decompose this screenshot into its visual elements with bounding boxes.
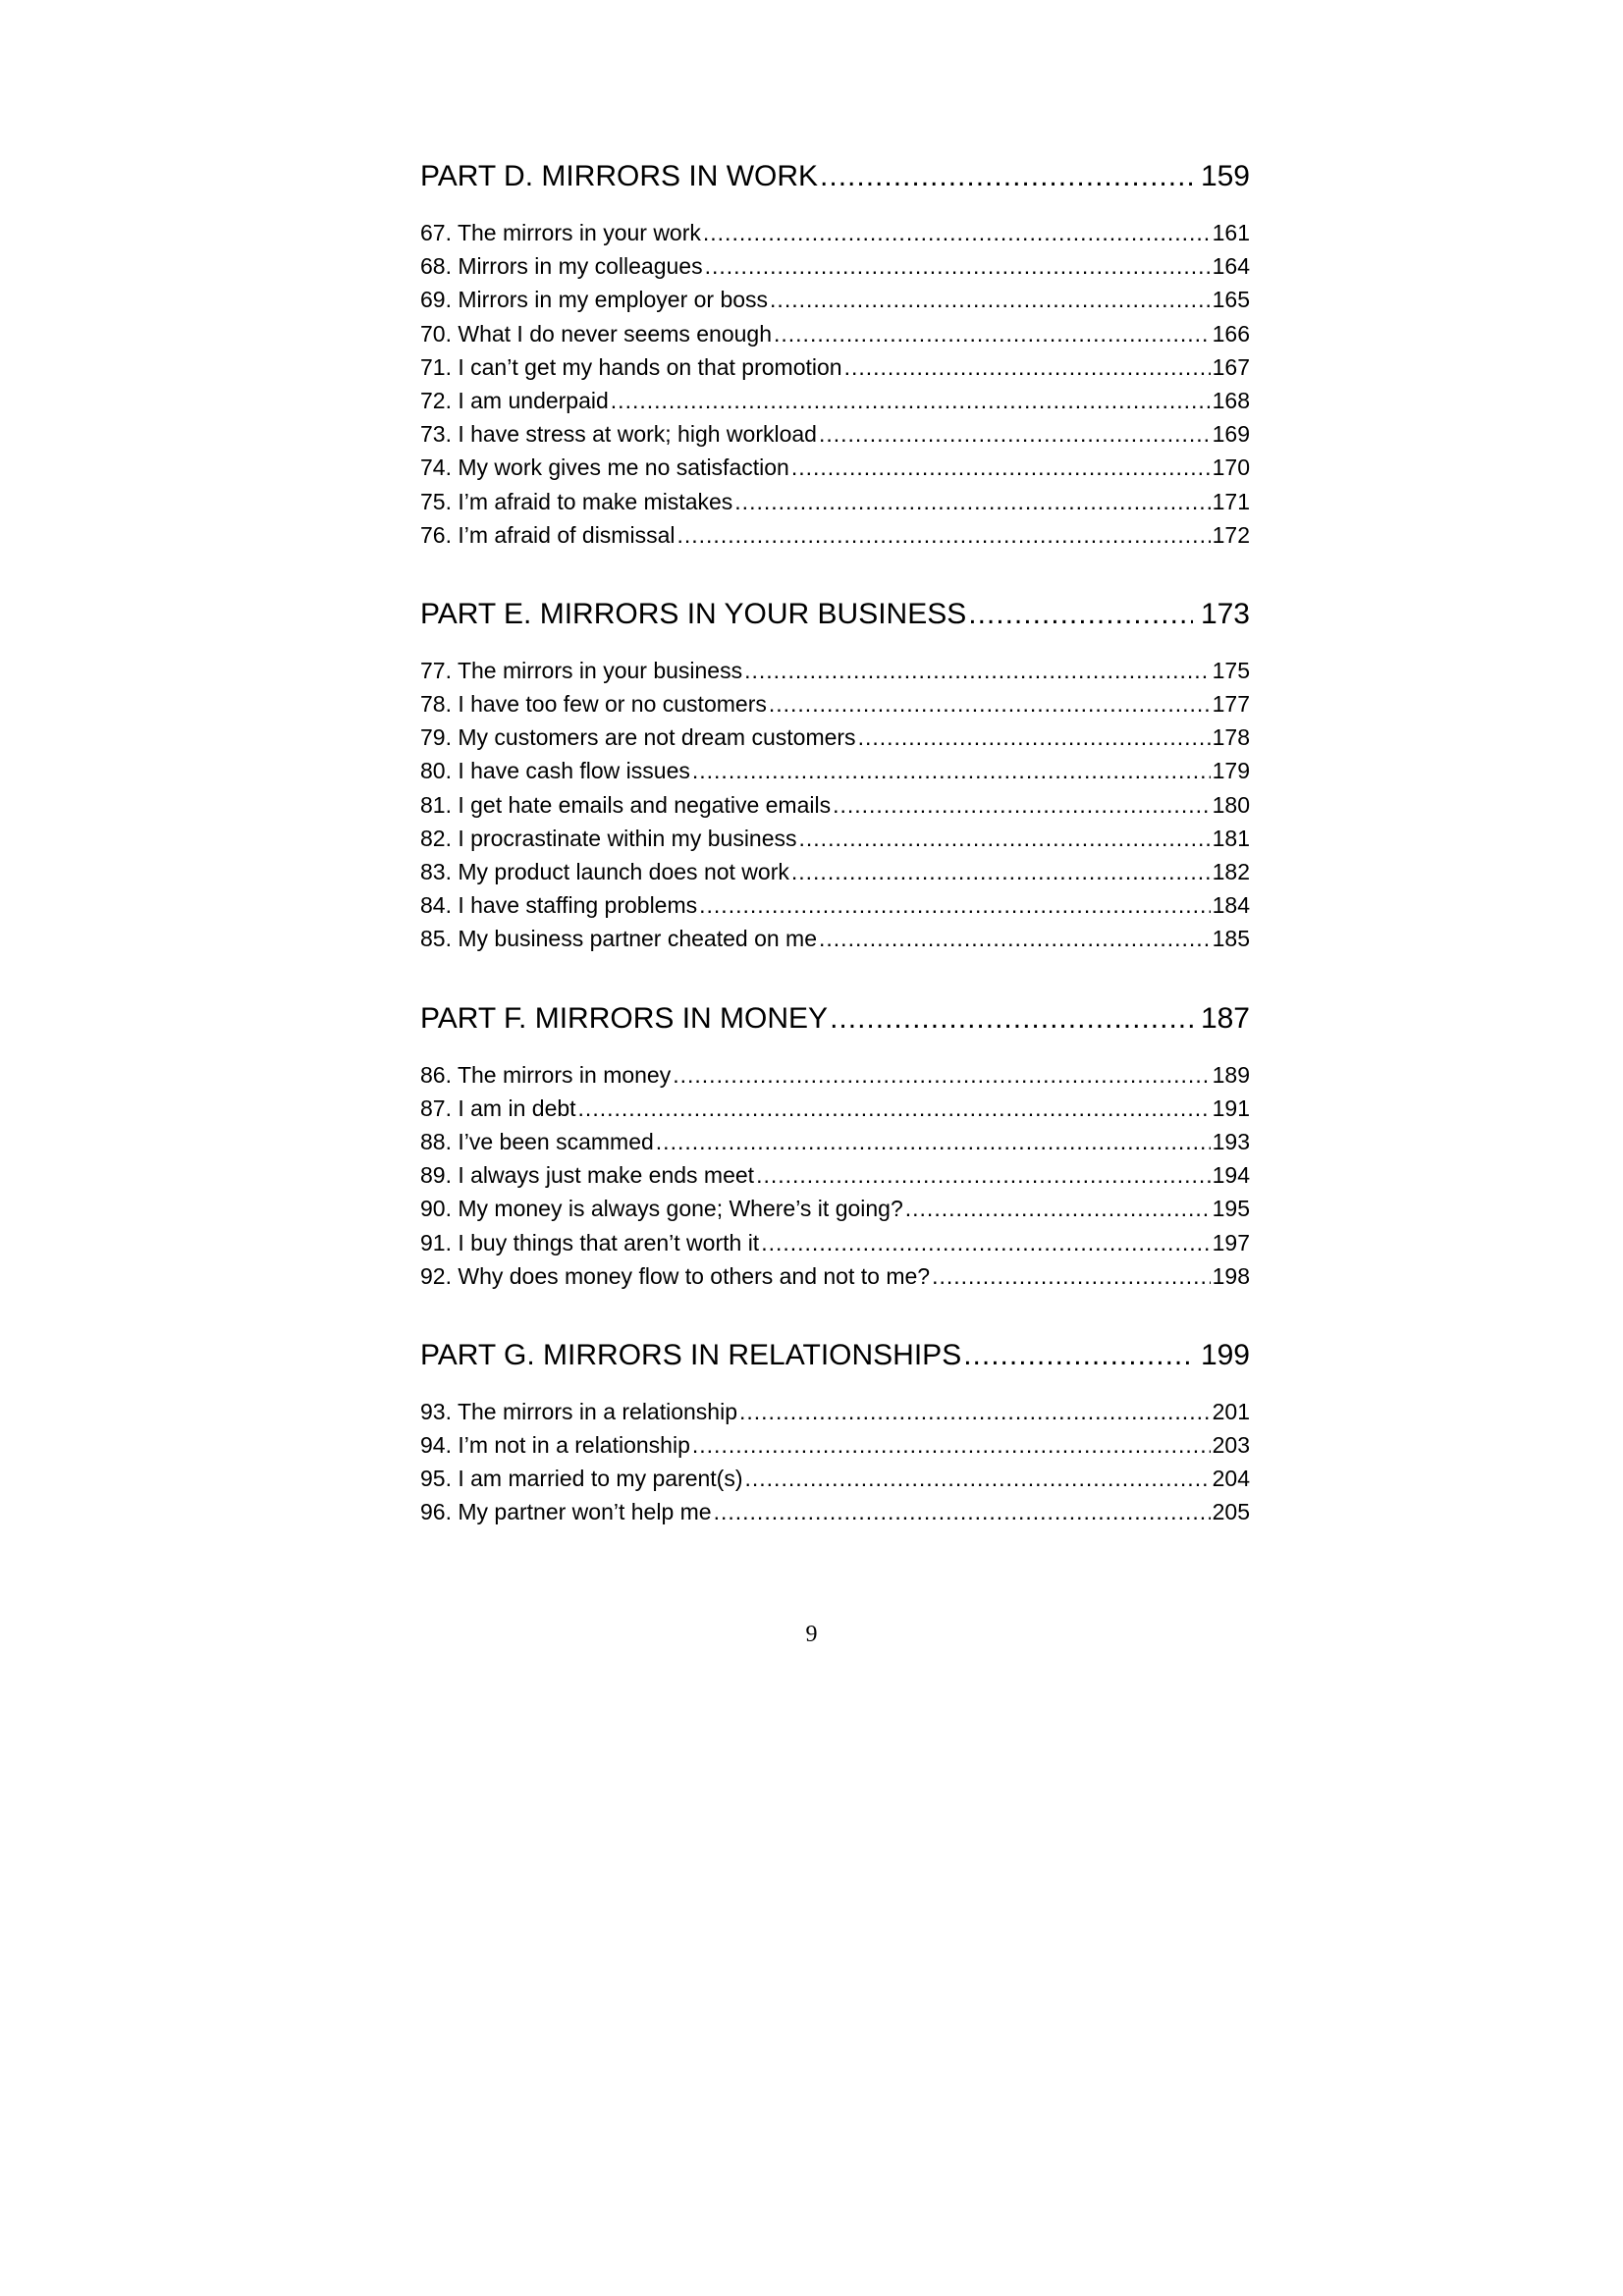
entry-title: 86. The mirrors in money [420, 1061, 672, 1088]
part-title: PART G. MIRRORS IN RELATIONSHIPS [420, 1338, 962, 1371]
dot-leader [774, 317, 1211, 350]
entry-page-number: 177 [1212, 691, 1250, 718]
entry-page-number: 195 [1212, 1196, 1250, 1222]
entry-page-number: 180 [1212, 791, 1250, 818]
dot-leader [744, 654, 1211, 687]
entry-title: 88. I’ve been scammed [420, 1128, 654, 1154]
entry-title: 95. I am married to my parent(s) [420, 1466, 743, 1492]
table-of-contents [420, 149, 1250, 1529]
entry-page-number: 171 [1212, 488, 1250, 514]
entry-page-number: 182 [1212, 859, 1250, 884]
entry-page-number: 189 [1212, 1061, 1250, 1088]
toc-section-part-f [420, 991, 1250, 1328]
dot-leader [745, 1462, 1211, 1495]
entry-title: 82. I procrastinate within my business [420, 825, 797, 851]
dot-leader [699, 888, 1210, 922]
dot-leader [819, 417, 1211, 451]
dot-leader [761, 1226, 1210, 1259]
dot-leader [734, 485, 1210, 518]
entry-page-number: 167 [1212, 353, 1250, 380]
entry-title: 73. I have stress at work; high workload [420, 421, 817, 448]
entry-page-number: 191 [1212, 1095, 1250, 1121]
dot-leader [611, 384, 1211, 417]
toc-entry [420, 1395, 1250, 1428]
dot-leader [799, 822, 1211, 855]
toc-section-part-d [420, 149, 1250, 587]
toc-entries [420, 1395, 1250, 1529]
toc-entry [420, 384, 1250, 417]
toc-entry [420, 518, 1250, 552]
part-page-number: 173 [1200, 597, 1250, 630]
entry-page-number: 181 [1212, 825, 1250, 851]
dot-leader [820, 149, 1193, 204]
toc-entry [420, 485, 1250, 518]
part-page-number: 187 [1200, 1001, 1250, 1035]
entry-title: 74. My work gives me no satisfaction [420, 454, 789, 481]
entry-page-number: 172 [1212, 521, 1250, 548]
dot-leader [739, 1395, 1211, 1428]
dot-leader [705, 249, 1211, 283]
part-title: PART D. MIRRORS IN WORK [420, 160, 819, 192]
entry-page-number: 166 [1212, 320, 1250, 347]
entry-title: 85. My business partner cheated on me [420, 926, 818, 952]
entry-page-number: 205 [1212, 1499, 1250, 1525]
dot-leader [714, 1495, 1211, 1528]
toc-entry [420, 721, 1250, 754]
dot-leader [703, 216, 1211, 249]
dot-leader [756, 1158, 1211, 1192]
entry-page-number: 170 [1212, 454, 1250, 481]
entry-page-number: 164 [1212, 253, 1250, 280]
entry-title: 96. My partner won’t help me [420, 1499, 712, 1525]
toc-entry [420, 1495, 1250, 1528]
toc-entry [420, 1158, 1250, 1192]
dot-leader [858, 721, 1211, 754]
dot-leader [692, 754, 1211, 787]
dot-leader [578, 1092, 1211, 1125]
section-spacer [420, 956, 1250, 991]
toc-entry [420, 754, 1250, 787]
toc-entry [420, 1058, 1250, 1092]
entry-title: 79. My customers are not dream customers [420, 724, 856, 751]
part-heading [420, 991, 1250, 1046]
part-page-number: 159 [1200, 160, 1250, 192]
dot-leader [968, 587, 1193, 642]
toc-entries [420, 1058, 1250, 1293]
entry-title: 69. Mirrors in my employer or boss [420, 287, 769, 313]
entry-page-number: 197 [1212, 1229, 1250, 1255]
toc-entry [420, 1092, 1250, 1125]
dot-leader [833, 788, 1211, 822]
entry-page-number: 168 [1212, 387, 1250, 413]
part-heading [420, 1328, 1250, 1383]
dot-leader [963, 1328, 1193, 1383]
entry-title: 90. My money is always gone; Where’s it going? [420, 1196, 903, 1222]
entry-title: 67. The mirrors in your work [420, 220, 701, 245]
dot-leader [673, 1058, 1210, 1092]
part-title: PART E. MIRRORS IN YOUR BUSINESS [420, 597, 967, 630]
part-page-number: 199 [1200, 1338, 1250, 1371]
toc-entry [420, 1125, 1250, 1158]
dot-leader [819, 922, 1211, 955]
dot-leader [770, 283, 1211, 316]
entry-title: 81. I get hate emails and negative emails [420, 791, 832, 818]
toc-entry [420, 451, 1250, 484]
toc-entry [420, 922, 1250, 955]
entry-page-number: 184 [1212, 892, 1250, 919]
entry-page-number: 169 [1212, 421, 1250, 448]
entry-page-number: 193 [1212, 1128, 1250, 1154]
entry-title: 84. I have staffing problems [420, 892, 698, 919]
entry-page-number: 198 [1212, 1262, 1250, 1289]
entry-title: 92. Why does money flow to others and not to me? [420, 1262, 931, 1289]
toc-entry [420, 788, 1250, 822]
section-spacer [420, 552, 1250, 587]
entry-page-number: 165 [1212, 287, 1250, 313]
toc-entry [420, 350, 1250, 384]
entry-title: 78. I have too few or no customers [420, 691, 767, 718]
toc-entries [420, 654, 1250, 956]
entry-page-number: 185 [1212, 926, 1250, 952]
dot-leader [791, 855, 1211, 888]
dot-leader [692, 1428, 1211, 1462]
toc-entry [420, 249, 1250, 283]
entry-title: 87. I am in debt [420, 1095, 576, 1121]
dot-leader [905, 1192, 1211, 1225]
toc-entry [420, 417, 1250, 451]
toc-entry [420, 1462, 1250, 1495]
toc-section-part-e [420, 587, 1250, 991]
entry-page-number: 204 [1212, 1466, 1250, 1492]
dot-leader [676, 518, 1210, 552]
part-heading [420, 587, 1250, 642]
toc-entry [420, 1226, 1250, 1259]
entry-title: 75. I’m afraid to make mistakes [420, 488, 733, 514]
toc-entry [420, 1192, 1250, 1225]
toc-entry [420, 855, 1250, 888]
entry-title: 71. I can’t get my hands on that promotion [420, 353, 842, 380]
entry-title: 76. I’m afraid of dismissal [420, 521, 676, 548]
entry-page-number: 201 [1212, 1398, 1250, 1424]
dot-leader [769, 687, 1211, 721]
entry-page-number: 161 [1212, 220, 1250, 245]
section-spacer [420, 1293, 1250, 1328]
dot-leader [844, 350, 1211, 384]
entry-title: 93. The mirrors in a relationship [420, 1398, 737, 1424]
entry-page-number: 178 [1212, 724, 1250, 751]
toc-entry [420, 283, 1250, 316]
toc-entry [420, 1428, 1250, 1462]
toc-entry [420, 1259, 1250, 1293]
entry-page-number: 203 [1212, 1432, 1250, 1459]
toc-entry [420, 216, 1250, 249]
dot-leader [932, 1259, 1211, 1293]
toc-entry [420, 317, 1250, 350]
toc-entry [420, 822, 1250, 855]
dot-leader [791, 451, 1211, 484]
entry-title: 68. Mirrors in my colleagues [420, 253, 703, 280]
dot-leader [830, 991, 1193, 1046]
entry-title: 83. My product launch does not work [420, 859, 789, 884]
toc-section-part-g [420, 1328, 1250, 1529]
entry-title: 89. I always just make ends meet [420, 1162, 755, 1189]
toc-entry [420, 888, 1250, 922]
page-number-footer: 9 [805, 1622, 818, 1647]
entry-title: 94. I’m not in a relationship [420, 1432, 690, 1459]
toc-entry [420, 654, 1250, 687]
entry-title: 80. I have cash flow issues [420, 758, 690, 784]
entry-page-number: 175 [1212, 657, 1250, 683]
part-heading [420, 149, 1250, 204]
toc-entry [420, 687, 1250, 721]
dot-leader [656, 1125, 1211, 1158]
entry-page-number: 194 [1212, 1162, 1250, 1189]
entry-title: 72. I am underpaid [420, 387, 609, 413]
entry-title: 91. I buy things that aren’t worth it [420, 1229, 760, 1255]
toc-entries [420, 216, 1250, 552]
entry-page-number: 179 [1212, 758, 1250, 784]
entry-title: 70. What I do never seems enough [420, 320, 772, 347]
part-title: PART F. MIRRORS IN MONEY [420, 1001, 829, 1035]
entry-title: 77. The mirrors in your business [420, 657, 743, 683]
